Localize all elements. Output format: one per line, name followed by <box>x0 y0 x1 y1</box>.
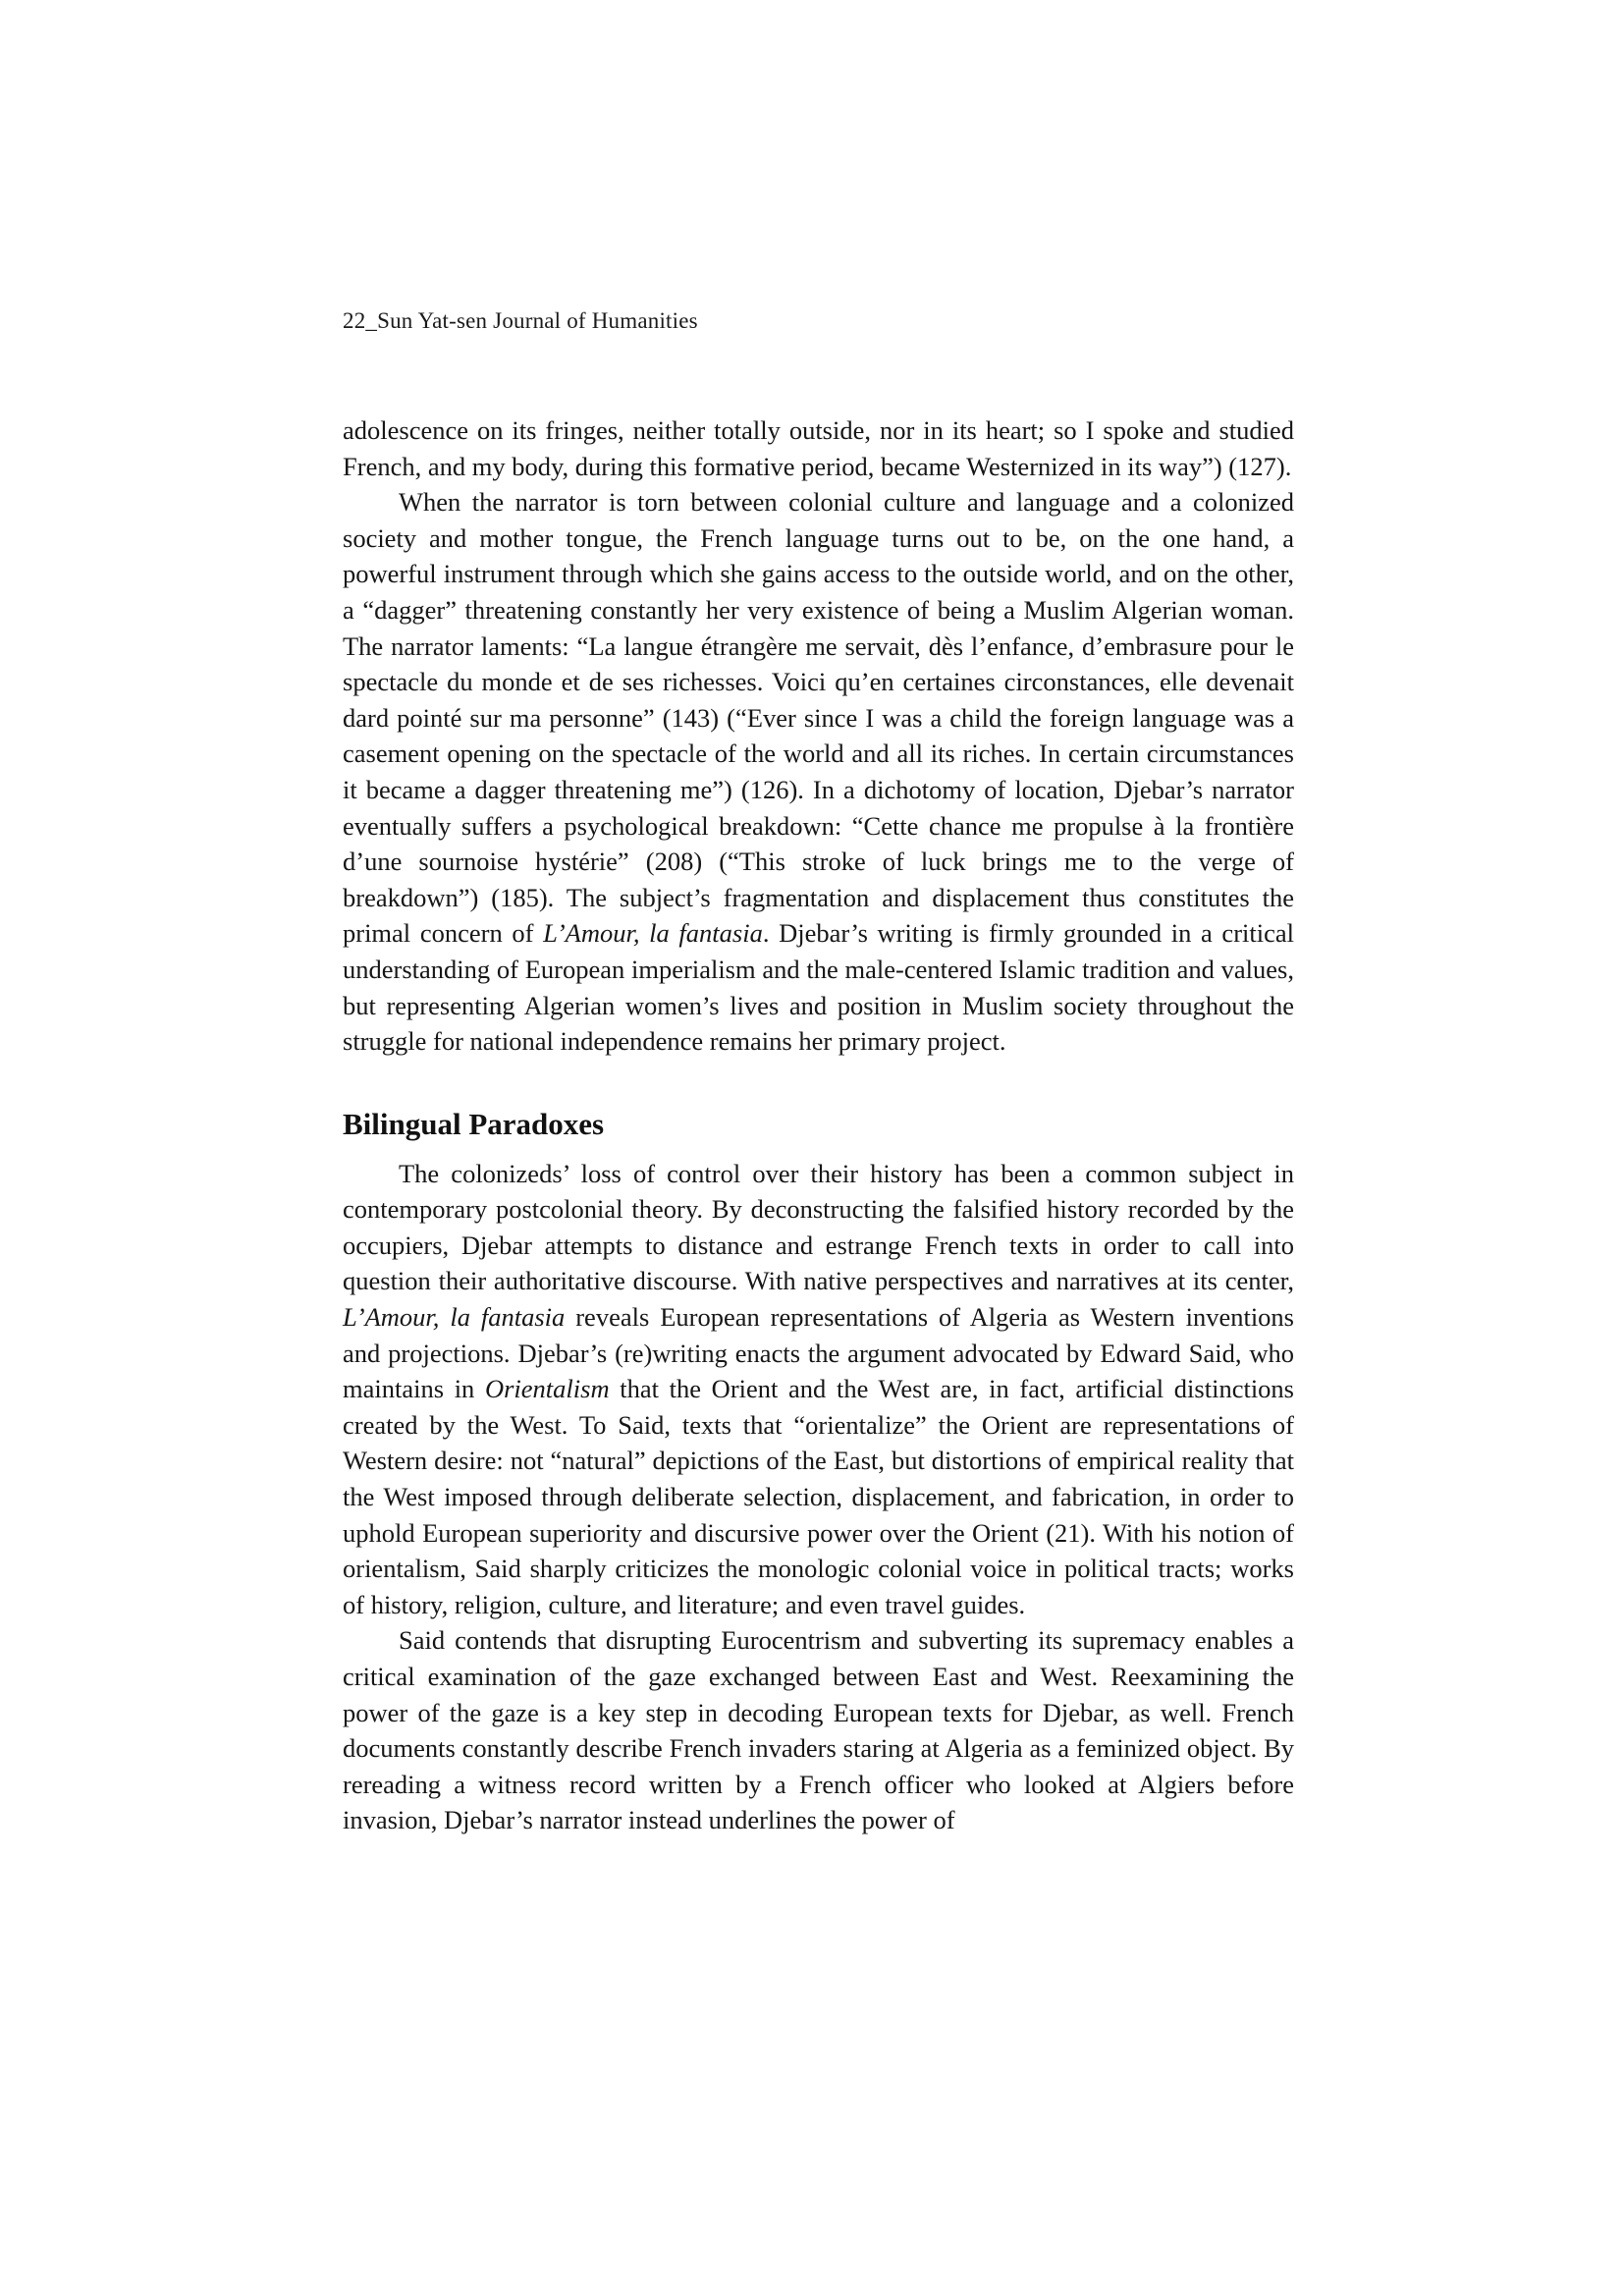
book-title: L’Amour, la fantasia <box>543 918 763 949</box>
book-title: Orientalism <box>484 1374 610 1404</box>
paragraph-said-contends: Said contends that disrupting Eurocentrism and subverting its supremacy enables a critical examination of the gaze exchanged between East and West. Reexamining the power of the gaze is a key step in decoding European texts for Djebar, as well. French documents constantly describe French invaders staring at Algeria as a feminized object. By rereading a witness record written by a French officer who looked at Algiers before invasion, Djebar’s narrator instead underlines the power of <box>343 1625 1294 1835</box>
paragraph-colonized-history <box>343 1156 1294 1623</box>
body-text <box>343 412 1294 1838</box>
section-heading: Bilingual Paradoxes <box>343 1106 605 1141</box>
paragraph-narrator-torn <box>343 484 1294 1060</box>
running-head: 22_Sun Yat-sen Journal of Humanities <box>343 308 698 333</box>
paragraph-text: The colonizeds’ loss of control over their history has been a common subject in contemporary postcolonial theory. By deconstructing the falsified history recorded by the occupiers, Djebar attempts to distance and estrange French texts in order to call into question their authoritative discourse. With native perspectives and narratives at its center, <box>343 1158 1294 1296</box>
paragraph-text: reveals European representations of Algeria as Western inventions and projections. Djebar’s (re)writing enacts the argument advocated by Edward Said, who maintains in <box>343 1302 1294 1404</box>
paragraph-text: When the narrator is torn between colonial culture and language and a colonized society and mother tongue, the French language turns out to be, on the one hand, a powerful instrument through which she gains access to the outside world, and on the other, a “dagger” threatening constantly her very existence of being a Muslim Algerian woman. The narrator laments: “La langue étrangère me servait, dès l’enfance, d’embrasure pour le spectacle du monde et de ses richesses. Voici qu’en certaines circonstances, elle devenait dard pointé sur ma personne” (143) (“Ever since I was a child the foreign language was a casement opening on the spectacle of the world and all its riches. In certain circumstances it became a dagger threatening me”) (126). In a dichotomy of location, Djebar’s narrator eventually suffers a psychological breakdown: “Cette chance me propulse à la frontière d’une sournoise hystérie” (208) (“This stroke of luck brings me to the verge of breakdown”) (185). The subject’s fragmentation and displacement thus constitutes the primal concern of <box>343 487 1294 949</box>
book-title: L’Amour, la fantasia <box>343 1302 566 1333</box>
paragraph-text: . Djebar’s writing is firmly grounded in a critical understanding of European imperialism and the male-centered Islamic tradition and values, but representing Algerian women’s lives and position in Muslim society throughout the struggle for national independence remains her primary project. <box>343 918 1294 1057</box>
paragraph-text: that the Orient and the West are, in fact, artificial distinctions created by the West. To Said, texts that “orientalize” the Orient are representations of Western desire: not “natural” depictions of the East, but distortions of empirical reality that the West imposed through deliberate selection, displacement, and fabrication, in order to uphold European superiority and discursive power over the Orient (21). With his notion of orientalism, Said sharply criticizes the monologic colonial voice in political tracts; works of history, religion, culture, and literature; and even travel guides. <box>343 1374 1294 1619</box>
paragraph-continuation: adolescence on its fringes, neither totally outside, nor in its heart; so I spoke and studied French, and my body, during this formative period, became Westernized in its way”) (127). <box>343 415 1294 481</box>
